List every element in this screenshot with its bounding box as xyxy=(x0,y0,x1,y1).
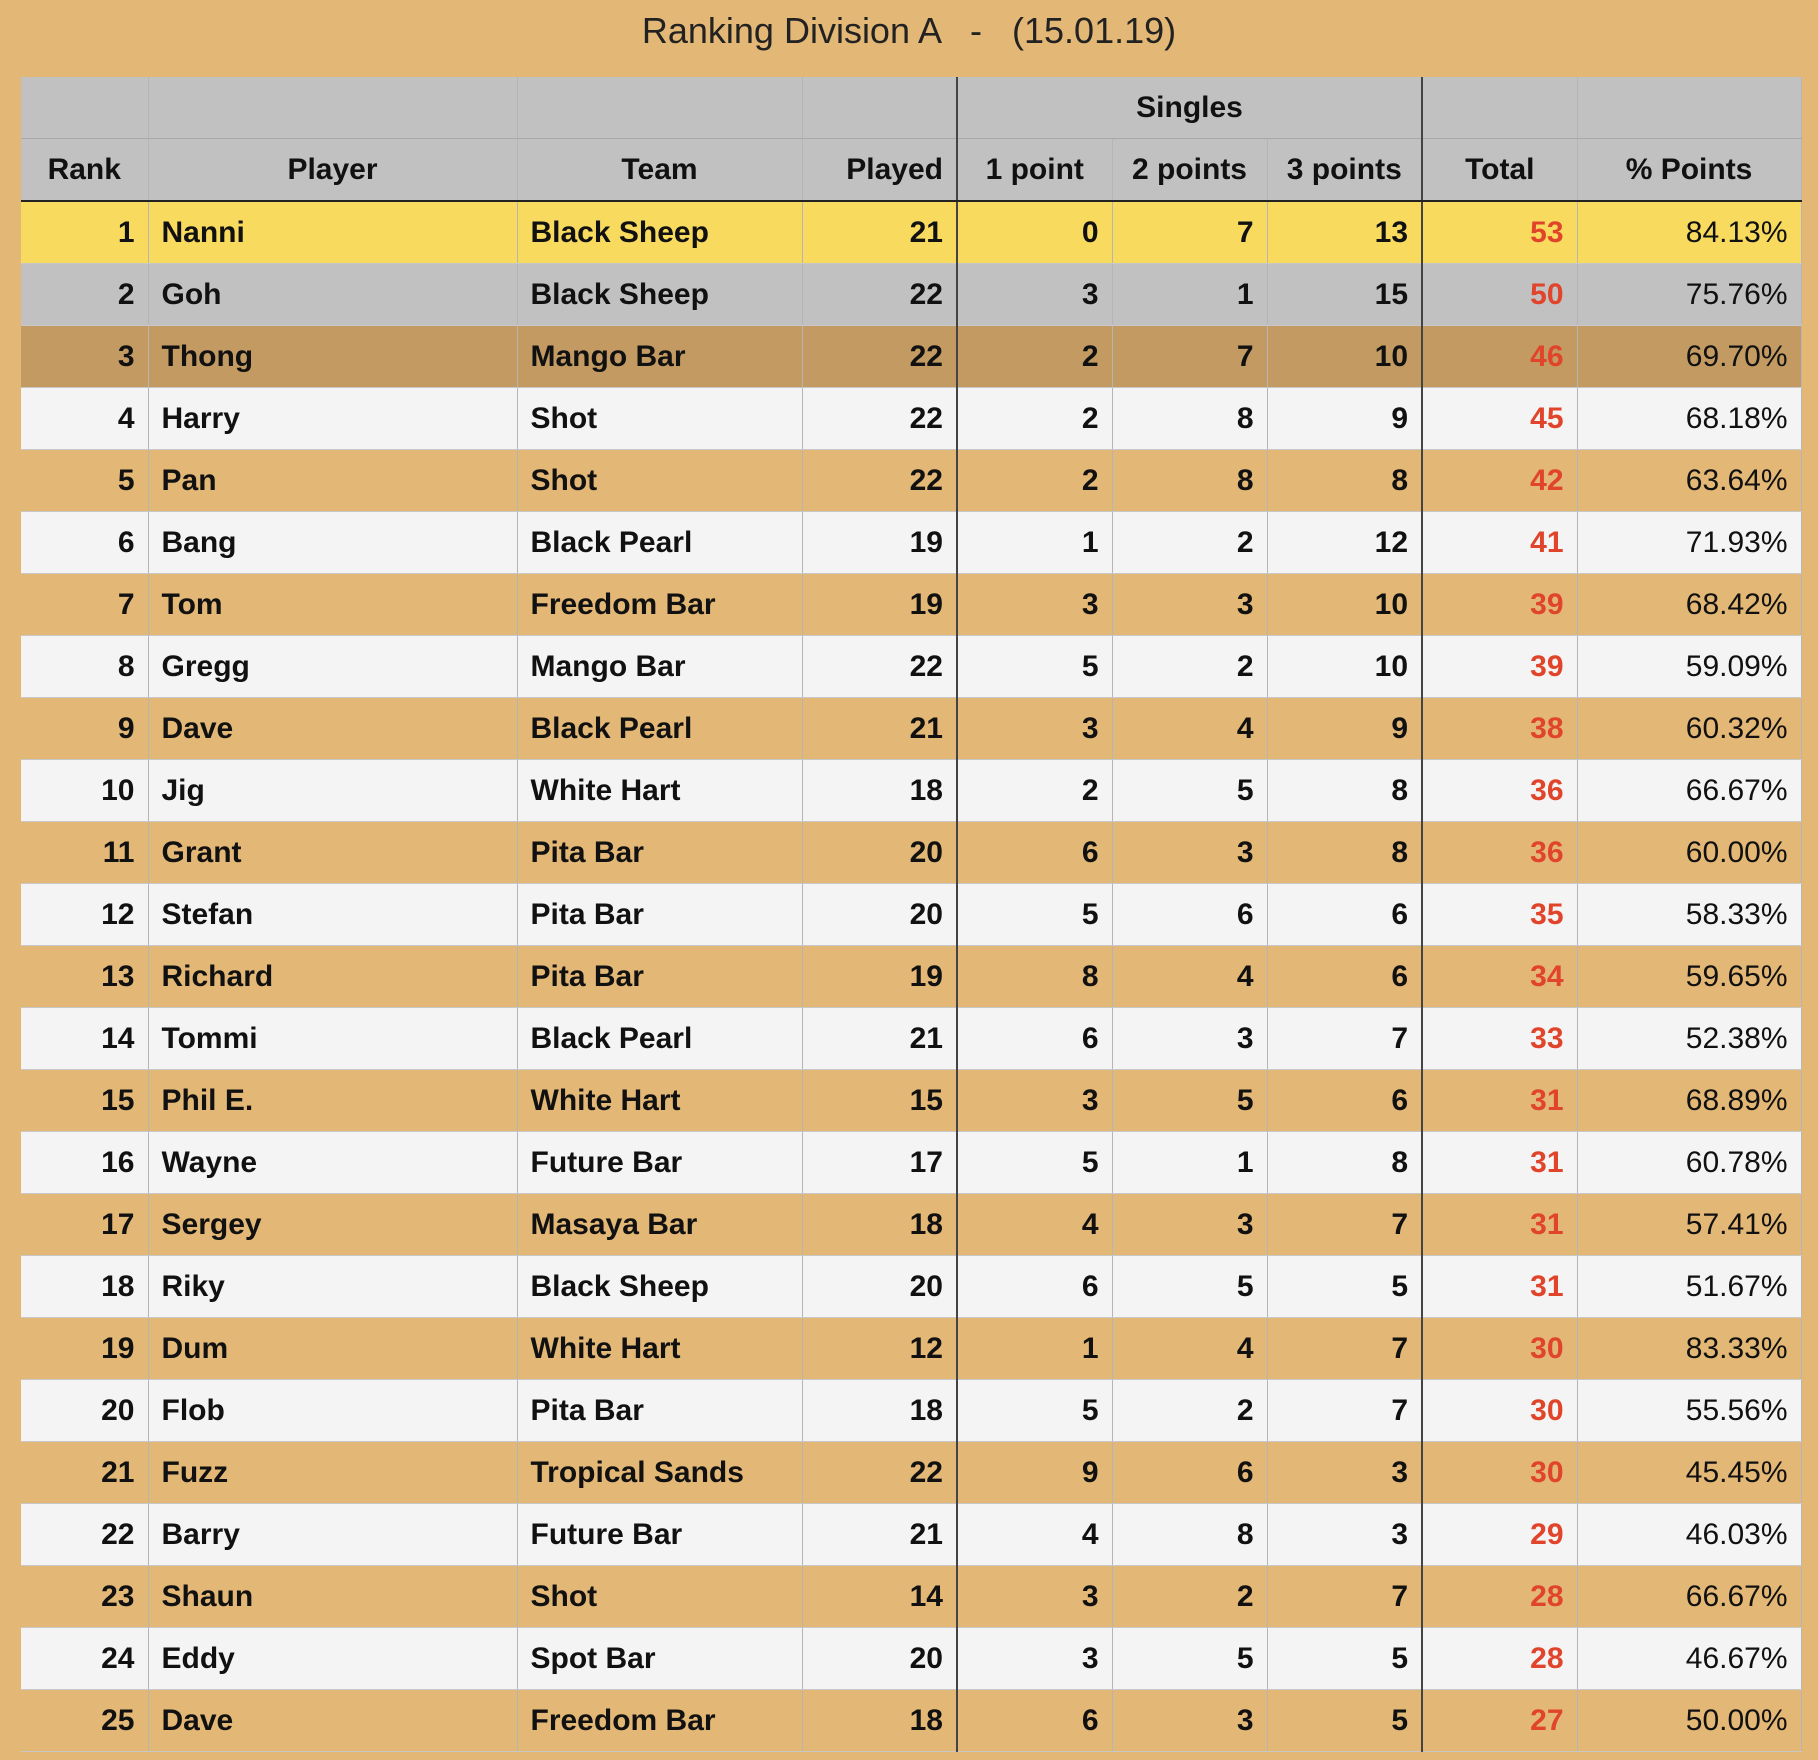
pct-points-cell: 50.00% xyxy=(1577,1690,1801,1752)
two-points-cell: 2 xyxy=(1112,1380,1267,1442)
one-point-cell: 2 xyxy=(957,326,1112,388)
player-cell: Goh xyxy=(148,264,517,326)
rank-cell: 13 xyxy=(21,946,148,1008)
played-cell: 12 xyxy=(802,1318,957,1380)
played-cell: 18 xyxy=(802,760,957,822)
team-cell: Black Pearl xyxy=(517,1008,802,1070)
header-player: Player xyxy=(148,139,517,202)
header-2-points: 2 points xyxy=(1112,139,1267,202)
three-points-cell: 9 xyxy=(1267,388,1422,450)
total-cell: 28 xyxy=(1422,1566,1577,1628)
two-points-cell: 3 xyxy=(1112,1194,1267,1256)
pct-points-cell: 75.76% xyxy=(1577,264,1801,326)
played-cell: 18 xyxy=(802,1690,957,1752)
player-cell: Dave xyxy=(148,1690,517,1752)
one-point-cell: 0 xyxy=(957,201,1112,264)
played-cell: 20 xyxy=(802,1256,957,1318)
player-cell: Jig xyxy=(148,760,517,822)
player-cell: Barry xyxy=(148,1504,517,1566)
total-cell: 36 xyxy=(1422,822,1577,884)
total-cell: 50 xyxy=(1422,264,1577,326)
two-points-cell: 2 xyxy=(1112,1566,1267,1628)
three-points-cell: 6 xyxy=(1267,884,1422,946)
pct-points-cell: 46.03% xyxy=(1577,1504,1801,1566)
three-points-cell: 5 xyxy=(1267,1628,1422,1690)
played-cell: 22 xyxy=(802,388,957,450)
two-points-cell: 2 xyxy=(1112,512,1267,574)
played-cell: 17 xyxy=(802,1132,957,1194)
pct-points-cell: 84.13% xyxy=(1577,201,1801,264)
total-cell: 41 xyxy=(1422,512,1577,574)
two-points-cell: 2 xyxy=(1112,636,1267,698)
rank-cell: 17 xyxy=(21,1194,148,1256)
pct-points-cell: 59.65% xyxy=(1577,946,1801,1008)
total-cell: 29 xyxy=(1422,1504,1577,1566)
three-points-cell: 7 xyxy=(1267,1008,1422,1070)
one-point-cell: 1 xyxy=(957,512,1112,574)
player-cell: Eddy xyxy=(148,1628,517,1690)
played-cell: 21 xyxy=(802,1504,957,1566)
three-points-cell: 12 xyxy=(1267,512,1422,574)
player-cell: Riky xyxy=(148,1256,517,1318)
player-cell: Stefan xyxy=(148,884,517,946)
team-cell: Mango Bar xyxy=(517,636,802,698)
page-title: Ranking Division A - (15.01.19) xyxy=(641,10,1177,51)
one-point-cell: 2 xyxy=(957,760,1112,822)
rank-cell: 10 xyxy=(21,760,148,822)
total-cell: 42 xyxy=(1422,450,1577,512)
pct-points-cell: 46.67% xyxy=(1577,1628,1801,1690)
player-cell: Richard xyxy=(148,946,517,1008)
one-point-cell: 6 xyxy=(957,1008,1112,1070)
player-cell: Gregg xyxy=(148,636,517,698)
rank-cell: 3 xyxy=(21,326,148,388)
one-point-cell: 6 xyxy=(957,1690,1112,1752)
rank-cell: 20 xyxy=(21,1380,148,1442)
table-row xyxy=(21,574,1801,636)
rank-cell: 23 xyxy=(21,1566,148,1628)
pct-points-cell: 66.67% xyxy=(1577,1566,1801,1628)
three-points-cell: 8 xyxy=(1267,450,1422,512)
one-point-cell: 3 xyxy=(957,1566,1112,1628)
player-cell: Dave xyxy=(148,698,517,760)
team-cell: Future Bar xyxy=(517,1504,802,1566)
rank-cell: 16 xyxy=(21,1132,148,1194)
team-cell: Freedom Bar xyxy=(517,574,802,636)
team-cell: Pita Bar xyxy=(517,884,802,946)
three-points-cell: 10 xyxy=(1267,326,1422,388)
one-point-cell: 1 xyxy=(957,1318,1112,1380)
played-cell: 18 xyxy=(802,1380,957,1442)
pct-points-cell: 57.41% xyxy=(1577,1194,1801,1256)
team-cell: Pita Bar xyxy=(517,822,802,884)
team-cell: Freedom Bar xyxy=(517,1690,802,1752)
player-cell: Thong xyxy=(148,326,517,388)
team-cell: Black Pearl xyxy=(517,512,802,574)
group-header-empty xyxy=(517,77,802,139)
three-points-cell: 8 xyxy=(1267,760,1422,822)
three-points-cell: 6 xyxy=(1267,946,1422,1008)
table-row xyxy=(21,1504,1801,1566)
table-row xyxy=(21,1380,1801,1442)
played-cell: 20 xyxy=(802,1628,957,1690)
two-points-cell: 8 xyxy=(1112,1504,1267,1566)
player-cell: Harry xyxy=(148,388,517,450)
one-point-cell: 5 xyxy=(957,636,1112,698)
two-points-cell: 6 xyxy=(1112,1442,1267,1504)
total-cell: 45 xyxy=(1422,388,1577,450)
played-cell: 21 xyxy=(802,698,957,760)
two-points-cell: 5 xyxy=(1112,760,1267,822)
team-cell: Black Pearl xyxy=(517,698,802,760)
table-body xyxy=(21,201,1801,1752)
three-points-cell: 7 xyxy=(1267,1380,1422,1442)
two-points-cell: 1 xyxy=(1112,1132,1267,1194)
played-cell: 19 xyxy=(802,574,957,636)
rank-cell: 9 xyxy=(21,698,148,760)
one-point-cell: 9 xyxy=(957,1442,1112,1504)
table-row xyxy=(21,326,1801,388)
group-header-empty xyxy=(148,77,517,139)
total-cell: 38 xyxy=(1422,698,1577,760)
table-row xyxy=(21,636,1801,698)
pct-points-cell: 63.64% xyxy=(1577,450,1801,512)
table-row xyxy=(21,1442,1801,1504)
two-points-cell: 8 xyxy=(1112,450,1267,512)
played-cell: 22 xyxy=(802,264,957,326)
header-played: Played xyxy=(802,139,957,202)
two-points-cell: 6 xyxy=(1112,884,1267,946)
ranking-table xyxy=(21,77,1802,1752)
rank-cell: 7 xyxy=(21,574,148,636)
three-points-cell: 7 xyxy=(1267,1318,1422,1380)
total-cell: 31 xyxy=(1422,1194,1577,1256)
rank-cell: 18 xyxy=(21,1256,148,1318)
total-cell: 31 xyxy=(1422,1070,1577,1132)
played-cell: 22 xyxy=(802,450,957,512)
pct-points-cell: 68.42% xyxy=(1577,574,1801,636)
header-1-point: 1 point xyxy=(957,139,1112,202)
table-row xyxy=(21,884,1801,946)
total-cell: 31 xyxy=(1422,1132,1577,1194)
rank-cell: 8 xyxy=(21,636,148,698)
three-points-cell: 10 xyxy=(1267,636,1422,698)
pct-points-cell: 69.70% xyxy=(1577,326,1801,388)
one-point-cell: 2 xyxy=(957,450,1112,512)
total-cell: 31 xyxy=(1422,1256,1577,1318)
three-points-cell: 9 xyxy=(1267,698,1422,760)
played-cell: 15 xyxy=(802,1070,957,1132)
one-point-cell: 3 xyxy=(957,698,1112,760)
team-cell: Future Bar xyxy=(517,1132,802,1194)
team-cell: Masaya Bar xyxy=(517,1194,802,1256)
two-points-cell: 4 xyxy=(1112,1318,1267,1380)
group-header-empty xyxy=(802,77,957,139)
team-cell: Black Sheep xyxy=(517,264,802,326)
group-header-empty xyxy=(1422,77,1577,139)
rank-cell: 2 xyxy=(21,264,148,326)
pct-points-cell: 60.32% xyxy=(1577,698,1801,760)
table-row xyxy=(21,1690,1801,1752)
table-row xyxy=(21,698,1801,760)
total-cell: 46 xyxy=(1422,326,1577,388)
one-point-cell: 4 xyxy=(957,1194,1112,1256)
three-points-cell: 3 xyxy=(1267,1442,1422,1504)
pct-points-cell: 83.33% xyxy=(1577,1318,1801,1380)
pct-points-cell: 59.09% xyxy=(1577,636,1801,698)
rank-cell: 5 xyxy=(21,450,148,512)
three-points-cell: 7 xyxy=(1267,1194,1422,1256)
total-cell: 27 xyxy=(1422,1690,1577,1752)
total-cell: 30 xyxy=(1422,1380,1577,1442)
rank-cell: 19 xyxy=(21,1318,148,1380)
played-cell: 20 xyxy=(802,884,957,946)
rank-cell: 6 xyxy=(21,512,148,574)
played-cell: 22 xyxy=(802,326,957,388)
total-cell: 34 xyxy=(1422,946,1577,1008)
three-points-cell: 13 xyxy=(1267,201,1422,264)
table-row xyxy=(21,388,1801,450)
three-points-cell: 8 xyxy=(1267,1132,1422,1194)
one-point-cell: 6 xyxy=(957,1256,1112,1318)
team-cell: White Hart xyxy=(517,760,802,822)
one-point-cell: 8 xyxy=(957,946,1112,1008)
played-cell: 14 xyxy=(802,1566,957,1628)
player-cell: Flob xyxy=(148,1380,517,1442)
two-points-cell: 4 xyxy=(1112,946,1267,1008)
team-cell: Black Sheep xyxy=(517,1256,802,1318)
group-header-empty xyxy=(1577,77,1801,139)
two-points-cell: 7 xyxy=(1112,326,1267,388)
total-cell: 36 xyxy=(1422,760,1577,822)
pct-points-cell: 66.67% xyxy=(1577,760,1801,822)
rank-cell: 11 xyxy=(21,822,148,884)
player-cell: Shaun xyxy=(148,1566,517,1628)
rank-cell: 24 xyxy=(21,1628,148,1690)
table-row xyxy=(21,264,1801,326)
total-cell: 28 xyxy=(1422,1628,1577,1690)
table-row xyxy=(21,1628,1801,1690)
player-cell: Wayne xyxy=(148,1132,517,1194)
group-header-row xyxy=(21,77,1801,139)
two-points-cell: 3 xyxy=(1112,574,1267,636)
player-cell: Bang xyxy=(148,512,517,574)
pct-points-cell: 68.89% xyxy=(1577,1070,1801,1132)
two-points-cell: 3 xyxy=(1112,822,1267,884)
played-cell: 22 xyxy=(802,636,957,698)
pct-points-cell: 55.56% xyxy=(1577,1380,1801,1442)
team-cell: Pita Bar xyxy=(517,1380,802,1442)
player-cell: Tom xyxy=(148,574,517,636)
two-points-cell: 7 xyxy=(1112,201,1267,264)
two-points-cell: 8 xyxy=(1112,388,1267,450)
one-point-cell: 2 xyxy=(957,388,1112,450)
pct-points-cell: 71.93% xyxy=(1577,512,1801,574)
two-points-cell: 1 xyxy=(1112,264,1267,326)
team-cell: White Hart xyxy=(517,1318,802,1380)
table-row xyxy=(21,1318,1801,1380)
one-point-cell: 3 xyxy=(957,1070,1112,1132)
played-cell: 20 xyxy=(802,822,957,884)
rank-cell: 25 xyxy=(21,1690,148,1752)
team-cell: Mango Bar xyxy=(517,326,802,388)
three-points-cell: 5 xyxy=(1267,1256,1422,1318)
player-cell: Grant xyxy=(148,822,517,884)
team-cell: Shot xyxy=(517,450,802,512)
played-cell: 22 xyxy=(802,1442,957,1504)
team-cell: Pita Bar xyxy=(517,946,802,1008)
two-points-cell: 5 xyxy=(1112,1256,1267,1318)
team-cell: Shot xyxy=(517,388,802,450)
rank-cell: 22 xyxy=(21,1504,148,1566)
one-point-cell: 3 xyxy=(957,1628,1112,1690)
table-row xyxy=(21,760,1801,822)
rank-cell: 15 xyxy=(21,1070,148,1132)
rank-cell: 14 xyxy=(21,1008,148,1070)
one-point-cell: 4 xyxy=(957,1504,1112,1566)
one-point-cell: 6 xyxy=(957,822,1112,884)
total-cell: 39 xyxy=(1422,574,1577,636)
rank-cell: 21 xyxy=(21,1442,148,1504)
two-points-cell: 4 xyxy=(1112,698,1267,760)
played-cell: 21 xyxy=(802,1008,957,1070)
three-points-cell: 15 xyxy=(1267,264,1422,326)
three-points-cell: 3 xyxy=(1267,1504,1422,1566)
player-cell: Dum xyxy=(148,1318,517,1380)
total-cell: 35 xyxy=(1422,884,1577,946)
team-cell: Shot xyxy=(517,1566,802,1628)
total-cell: 53 xyxy=(1422,201,1577,264)
header-team: Team xyxy=(517,139,802,202)
header-total: Total xyxy=(1422,139,1577,202)
header-3-points: 3 points xyxy=(1267,139,1422,202)
two-points-cell: 5 xyxy=(1112,1628,1267,1690)
header-pct-points: % Points xyxy=(1577,139,1801,202)
header-rank: Rank xyxy=(21,139,148,202)
table-row xyxy=(21,450,1801,512)
rank-cell: 12 xyxy=(21,884,148,946)
total-cell: 39 xyxy=(1422,636,1577,698)
total-cell: 30 xyxy=(1422,1442,1577,1504)
played-cell: 18 xyxy=(802,1194,957,1256)
table-row xyxy=(21,1132,1801,1194)
three-points-cell: 5 xyxy=(1267,1690,1422,1752)
one-point-cell: 5 xyxy=(957,1380,1112,1442)
team-cell: Spot Bar xyxy=(517,1628,802,1690)
team-cell: Tropical Sands xyxy=(517,1442,802,1504)
three-points-cell: 7 xyxy=(1267,1566,1422,1628)
played-cell: 21 xyxy=(802,201,957,264)
player-cell: Sergey xyxy=(148,1194,517,1256)
table-row xyxy=(21,1008,1801,1070)
pct-points-cell: 58.33% xyxy=(1577,884,1801,946)
two-points-cell: 5 xyxy=(1112,1070,1267,1132)
pct-points-cell: 52.38% xyxy=(1577,1008,1801,1070)
pct-points-cell: 68.18% xyxy=(1577,388,1801,450)
one-point-cell: 3 xyxy=(957,264,1112,326)
table-header xyxy=(21,77,1801,201)
played-cell: 19 xyxy=(802,946,957,1008)
table-row xyxy=(21,1566,1801,1628)
table-row xyxy=(21,822,1801,884)
one-point-cell: 5 xyxy=(957,1132,1112,1194)
pct-points-cell: 45.45% xyxy=(1577,1442,1801,1504)
table-row xyxy=(21,946,1801,1008)
player-cell: Pan xyxy=(148,450,517,512)
rank-cell: 4 xyxy=(21,388,148,450)
player-cell: Tommi xyxy=(148,1008,517,1070)
table-row xyxy=(21,201,1801,264)
player-cell: Phil E. xyxy=(148,1070,517,1132)
singles-group-header: Singles xyxy=(957,77,1422,139)
group-header-empty xyxy=(21,77,148,139)
table-row xyxy=(21,1256,1801,1318)
pct-points-cell: 51.67% xyxy=(1577,1256,1801,1318)
one-point-cell: 3 xyxy=(957,574,1112,636)
table-row xyxy=(21,512,1801,574)
three-points-cell: 8 xyxy=(1267,822,1422,884)
team-cell: Black Sheep xyxy=(517,201,802,264)
two-points-cell: 3 xyxy=(1112,1008,1267,1070)
pct-points-cell: 60.00% xyxy=(1577,822,1801,884)
team-cell: White Hart xyxy=(517,1070,802,1132)
one-point-cell: 5 xyxy=(957,884,1112,946)
rank-cell: 1 xyxy=(21,201,148,264)
played-cell: 19 xyxy=(802,512,957,574)
three-points-cell: 10 xyxy=(1267,574,1422,636)
player-cell: Nanni xyxy=(148,201,517,264)
pct-points-cell: 60.78% xyxy=(1577,1132,1801,1194)
three-points-cell: 6 xyxy=(1267,1070,1422,1132)
player-cell: Fuzz xyxy=(148,1442,517,1504)
table-row xyxy=(21,1194,1801,1256)
total-cell: 33 xyxy=(1422,1008,1577,1070)
table-row xyxy=(21,1070,1801,1132)
total-cell: 30 xyxy=(1422,1318,1577,1380)
two-points-cell: 3 xyxy=(1112,1690,1267,1752)
column-header-row xyxy=(21,139,1801,202)
